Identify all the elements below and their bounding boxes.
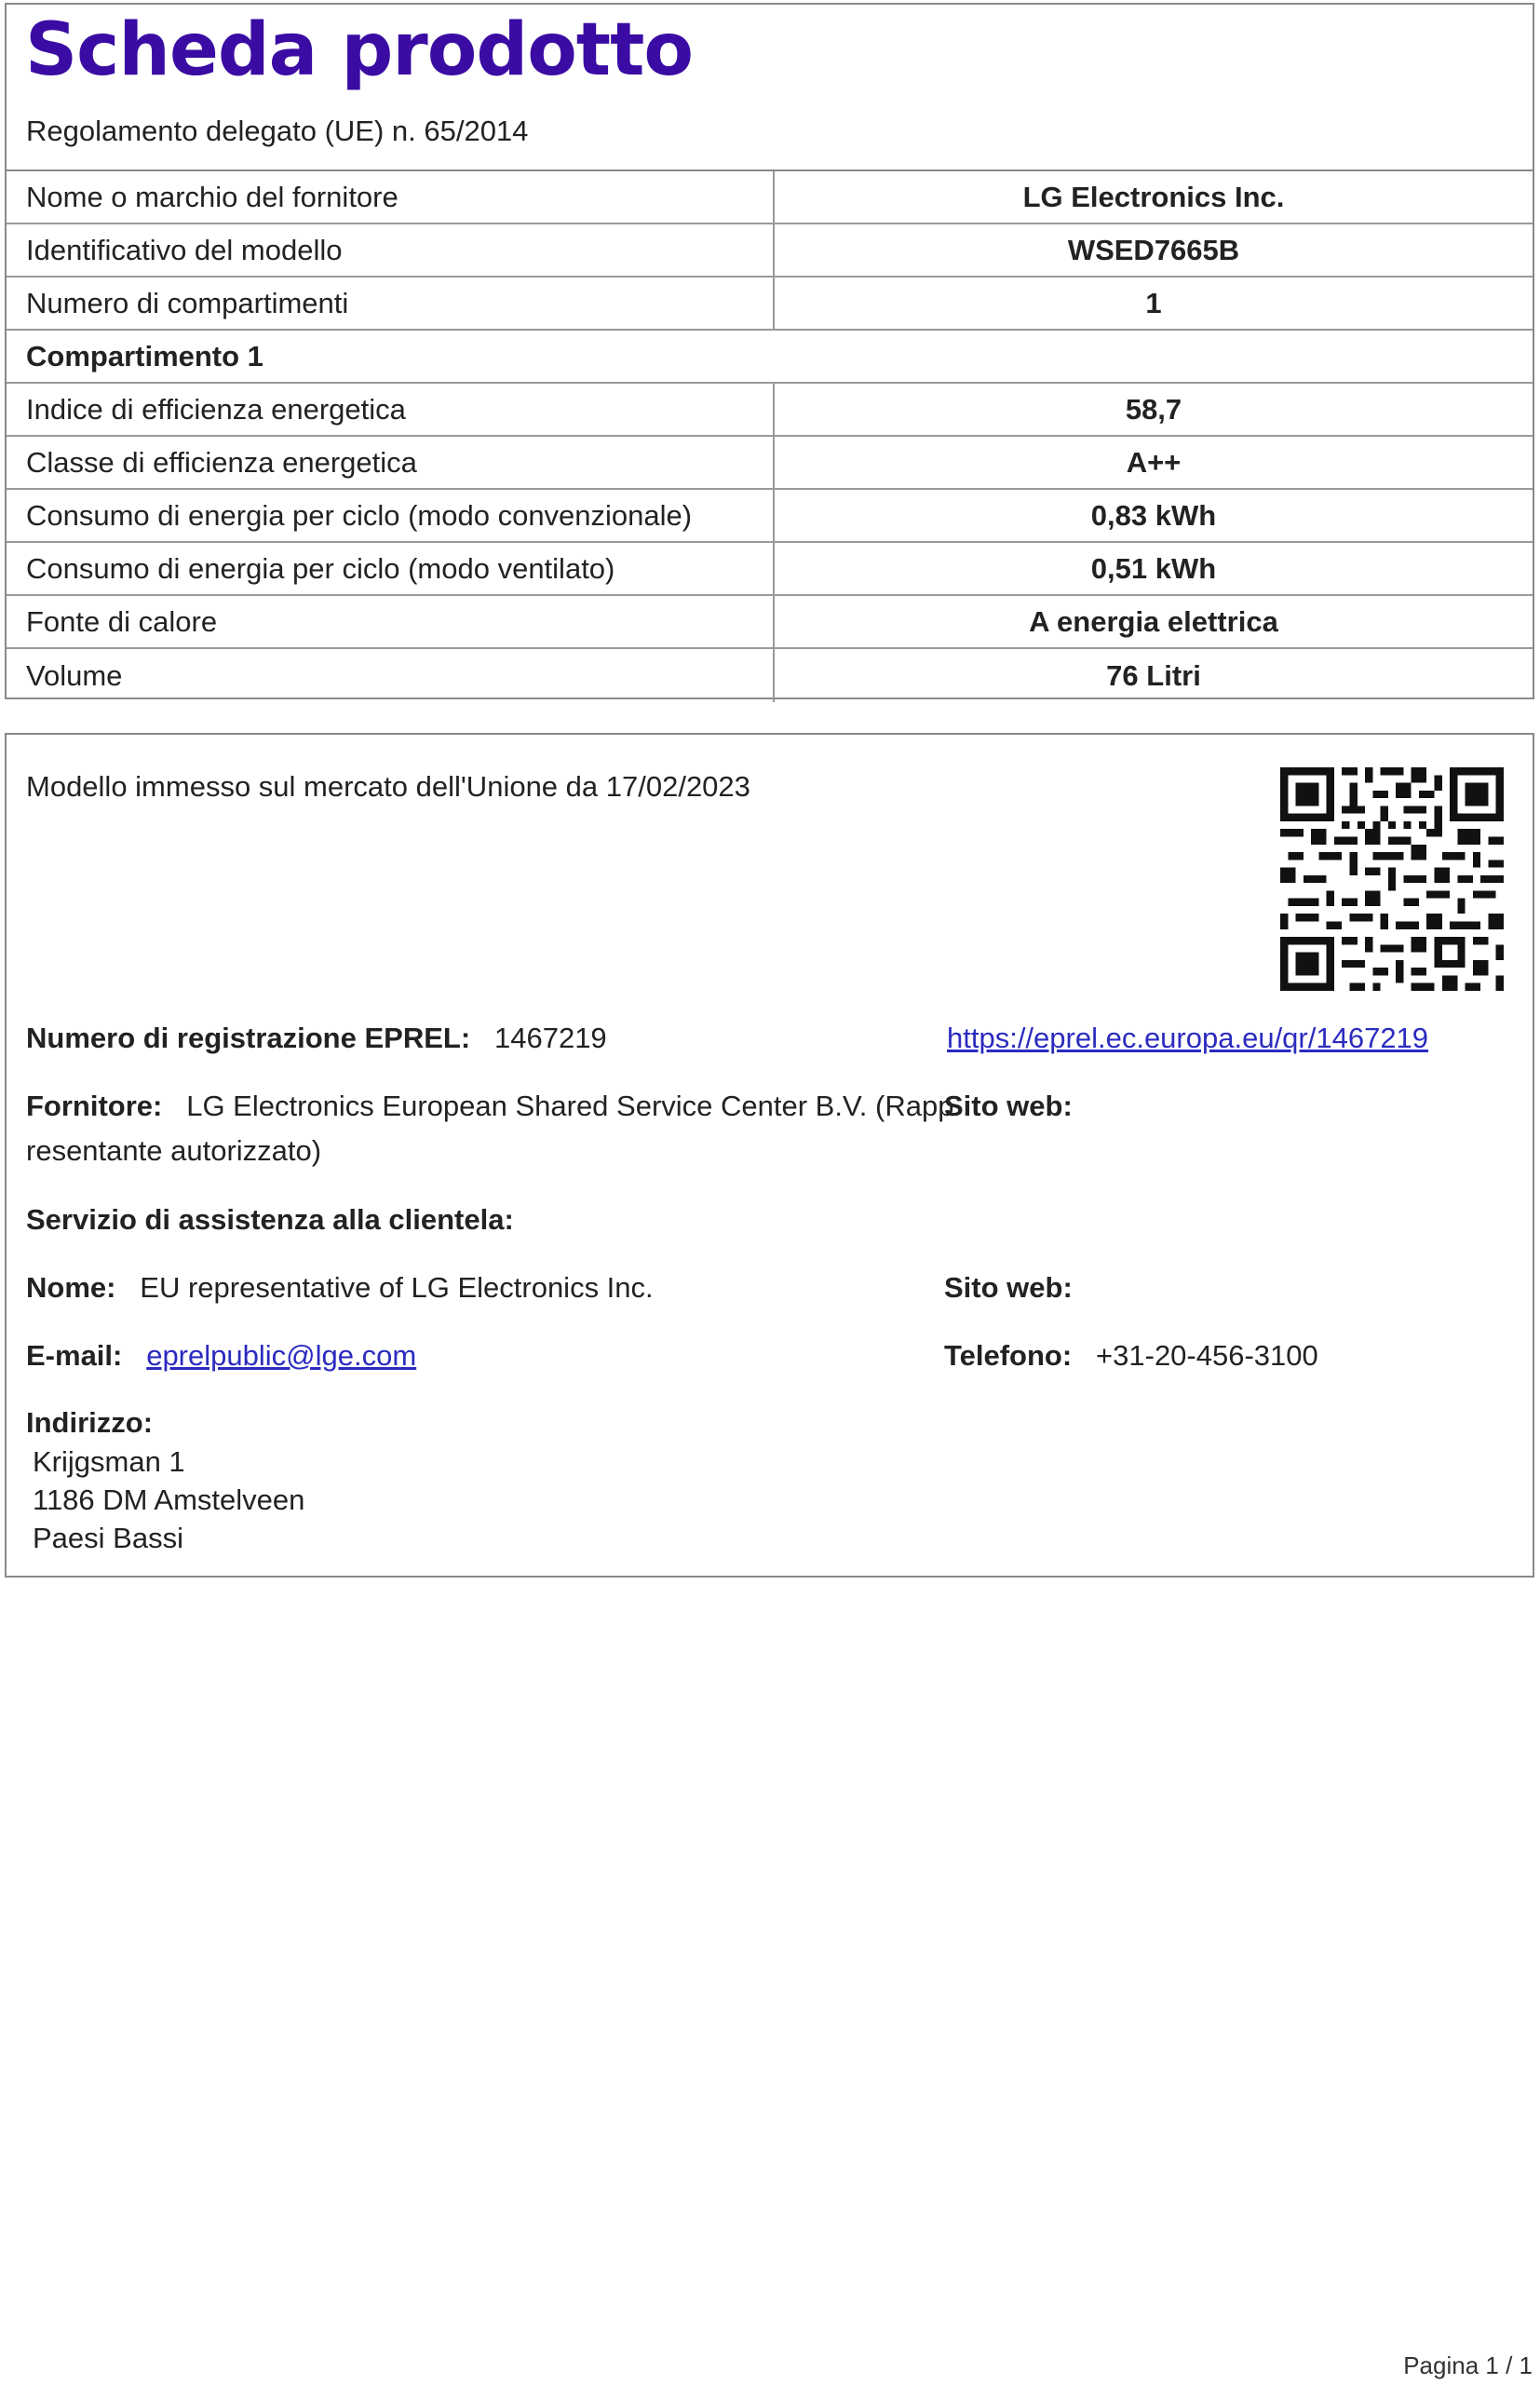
supplier-line [26,1084,953,1129]
table-row [7,490,1533,543]
row-value: LG Electronics Inc. [773,171,1533,223]
row-value: 1 [773,278,1533,329]
row-label: Volume [26,658,123,692]
row-label: Numero di compartimenti [26,286,349,319]
page-title: Scheda prodotto [25,8,693,92]
email-link[interactable]: eprelpublic@lge.com [146,1339,417,1372]
address-line: Krijgsman 1 [33,1445,185,1478]
row-label: Consumo di energia per ciclo (modo convenzionale) [26,498,693,532]
row-label: Fonte di calore [26,604,218,638]
table-row [7,543,1533,596]
supplier-info-box [5,733,1534,1578]
customer-service-title: Servizio di assistenza alla clientela: [26,1203,514,1236]
row-label: Classe di efficienza energetica [26,445,417,479]
address-block [33,1443,304,1557]
row-label: Consumo di energia per ciclo (modo ventilato) [26,551,615,585]
supplier-name: LG Electronics European Shared Service Center B.V. (Rapp [186,1090,954,1122]
eprel-label: Numero di registrazione EPREL: [26,1022,471,1054]
table-row [7,224,1533,278]
phone-value: +31-20-456-3100 [1096,1339,1318,1372]
supplier-name-continued: resentante autorizzato) [26,1134,322,1167]
email-label: E-mail: [26,1339,123,1372]
eprel-number: 1467219 [493,1022,607,1054]
row-value: 58,7 [773,384,1533,435]
eprel-registration [26,1016,607,1061]
compartment-header-row [7,331,1533,384]
table-row [7,437,1533,490]
page-number: Pagina 1 / 1 [1403,2351,1533,2379]
row-value: A++ [773,437,1533,488]
eprel-link[interactable]: https://eprel.ec.europa.eu/qr/1467219 [947,1022,1429,1054]
regulation-reference: Regolamento delegato (UE) n. 65/2014 [26,115,529,147]
product-sheet-table [5,3,1534,699]
row-value: WSED7665B [773,224,1533,276]
table-row [7,649,1533,702]
row-label: Indice di efficienza energetica [26,392,406,426]
service-email-line [26,1334,416,1378]
service-phone-line [944,1334,1318,1378]
service-name-line [26,1266,654,1310]
phone-label: Telefono: [944,1339,1073,1372]
table-row [7,171,1533,224]
service-name-label: Nome: [26,1271,116,1304]
table-row [7,596,1533,649]
supplier-website-label: Sito web: [944,1090,1073,1122]
row-value: 76 Litri [773,649,1533,702]
row-value: A energia elettrica [773,596,1533,647]
row-value: 0,51 kWh [773,543,1533,594]
address-line: Paesi Bassi [33,1522,183,1554]
market-date-text: Modello immesso sul mercato dell'Unione da 17/02/2023 [26,770,750,803]
service-website-label: Sito web: [944,1271,1073,1304]
service-name-value: EU representative of LG Electronics Inc. [140,1271,654,1304]
table-row [7,278,1533,331]
address-label: Indirizzo: [26,1406,154,1439]
supplier-label: Fornitore: [26,1090,163,1122]
row-value: 0,83 kWh [773,490,1533,541]
title-block [7,5,1533,171]
table-row [7,384,1533,437]
qr-code-icon[interactable] [1280,767,1504,991]
compartment-title: Compartimento 1 [26,339,263,372]
address-line: 1186 DM Amstelveen [33,1483,305,1516]
row-label: Identificativo del modello [26,233,343,266]
row-label: Nome o marchio del fornitore [26,180,399,213]
